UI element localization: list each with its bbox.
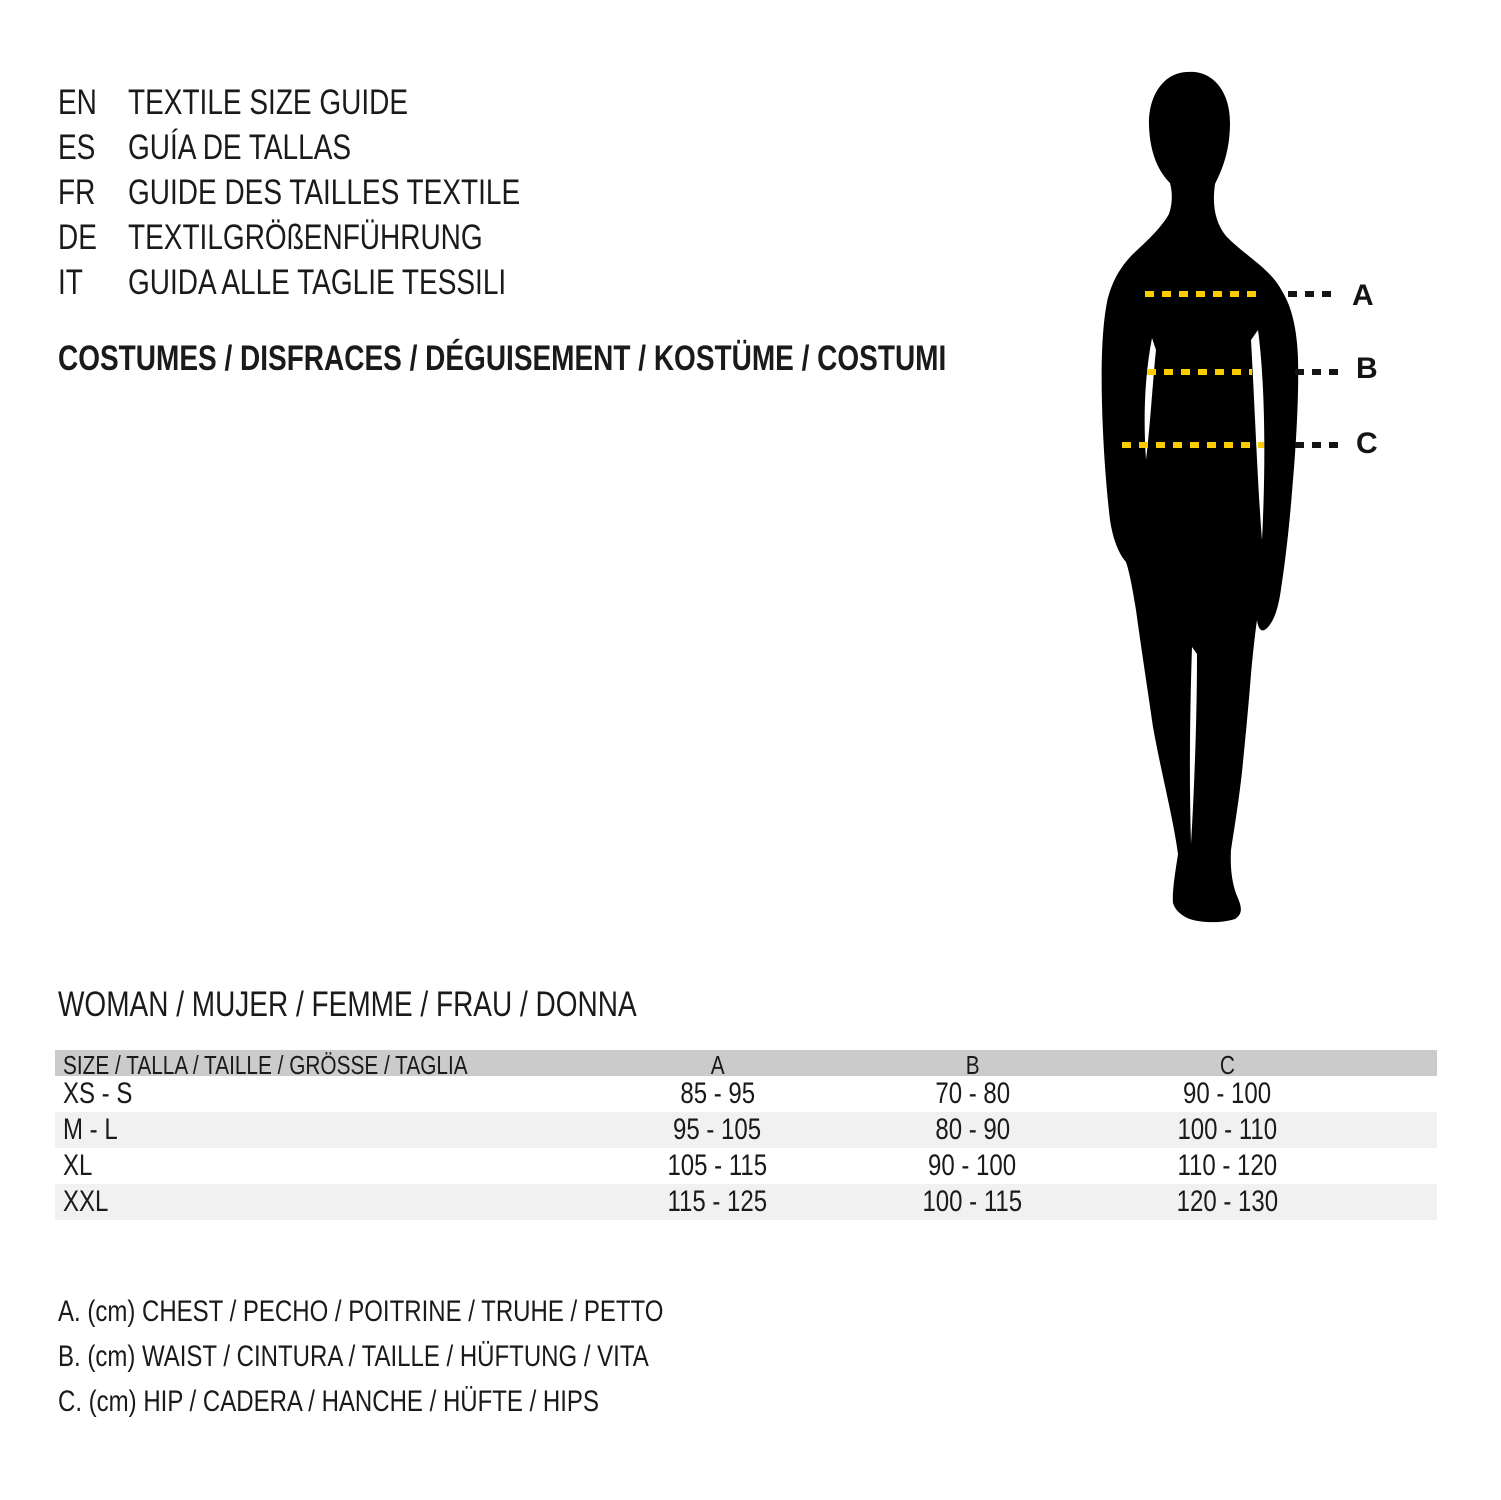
- size-cell: XXL: [63, 1185, 109, 1218]
- language-title: GUÍA DE TALLAS: [128, 128, 352, 167]
- category-title: COSTUMES / DISFRACES / DÉGUISEMENT / KOSTÜME / COSTUMI: [58, 339, 947, 378]
- language-code: IT: [58, 263, 83, 302]
- chest-cell: 85 - 95: [680, 1077, 755, 1110]
- language-code: EN: [58, 83, 97, 122]
- table-row-xxl: [55, 1184, 1437, 1220]
- chest-cell: 105 - 115: [667, 1149, 768, 1182]
- language-title: TEXTILE SIZE GUIDE: [128, 83, 409, 122]
- language-row-de: [58, 215, 571, 260]
- size-cell: XL: [63, 1149, 93, 1182]
- waist-line-pointer: [1295, 369, 1338, 375]
- waist-cell: 80 - 90: [935, 1113, 1010, 1146]
- size-table: [55, 1050, 1437, 1220]
- waist-cell: 90 - 100: [928, 1149, 1017, 1182]
- chest-line-pointer: [1288, 291, 1338, 297]
- language-code: FR: [58, 173, 96, 212]
- legend-chest: A. (cm) CHEST / PECHO / POITRINE / TRUHE / PETTO: [58, 1295, 664, 1328]
- table-row-xl: [55, 1148, 1437, 1184]
- woman-silhouette: [1085, 62, 1305, 932]
- size-table-header-row: [55, 1050, 1437, 1080]
- legend-waist: B. (cm) WAIST / CINTURA / TAILLE / HÜFTUNG / VITA: [58, 1340, 649, 1373]
- language-title: TEXTILGRÖßENFÜHRUNG: [128, 218, 483, 257]
- size-cell: XS - S: [63, 1077, 133, 1110]
- hip-cell: 90 - 100: [1183, 1077, 1272, 1110]
- hip-cell: 110 - 120: [1177, 1149, 1278, 1182]
- chest-line-label: A: [1352, 279, 1374, 312]
- size-column-header: SIZE / TALLA / TAILLE / GRÖSSE / TAGLIA: [63, 1050, 468, 1080]
- hip-line-pointer: [1295, 442, 1338, 448]
- legend-hip: C. (cm) HIP / CADERA / HANCHE / HÜFTE / HIPS: [58, 1385, 599, 1418]
- size-cell: M - L: [63, 1113, 118, 1146]
- waist-line-label: B: [1356, 352, 1378, 385]
- language-row-en: [58, 80, 478, 125]
- section-title-woman: WOMAN / MUJER / FEMME / FRAU / DONNA: [58, 985, 637, 1024]
- column-header-c: C: [1219, 1050, 1236, 1080]
- woman-silhouette-body: [1102, 72, 1299, 922]
- language-title: GUIDE DES TAILLES TEXTILE: [128, 173, 521, 212]
- hip-cell: 120 - 130: [1176, 1185, 1279, 1218]
- hip-line-on-body: [1122, 442, 1264, 448]
- chest-line-on-body: [1145, 291, 1257, 297]
- column-header-a: A: [710, 1050, 725, 1080]
- waist-cell: 100 - 115: [922, 1185, 1023, 1218]
- chest-cell: 115 - 125: [667, 1185, 768, 1218]
- language-code: ES: [58, 128, 96, 167]
- column-header-b: B: [965, 1050, 980, 1080]
- table-row-m-l: [55, 1112, 1437, 1148]
- waist-cell: 70 - 80: [935, 1077, 1010, 1110]
- language-row-it: [58, 260, 601, 305]
- language-row-fr: [58, 170, 618, 215]
- chest-cell: 95 - 105: [673, 1113, 762, 1146]
- language-row-es: [58, 125, 407, 170]
- language-code: DE: [58, 218, 97, 257]
- waist-line-on-body: [1147, 369, 1252, 375]
- hip-cell: 100 - 110: [1177, 1113, 1278, 1146]
- hip-line-label: C: [1356, 427, 1378, 460]
- table-row-xs-s: [55, 1076, 1437, 1112]
- language-title: GUIDA ALLE TAGLIE TESSILI: [128, 263, 507, 302]
